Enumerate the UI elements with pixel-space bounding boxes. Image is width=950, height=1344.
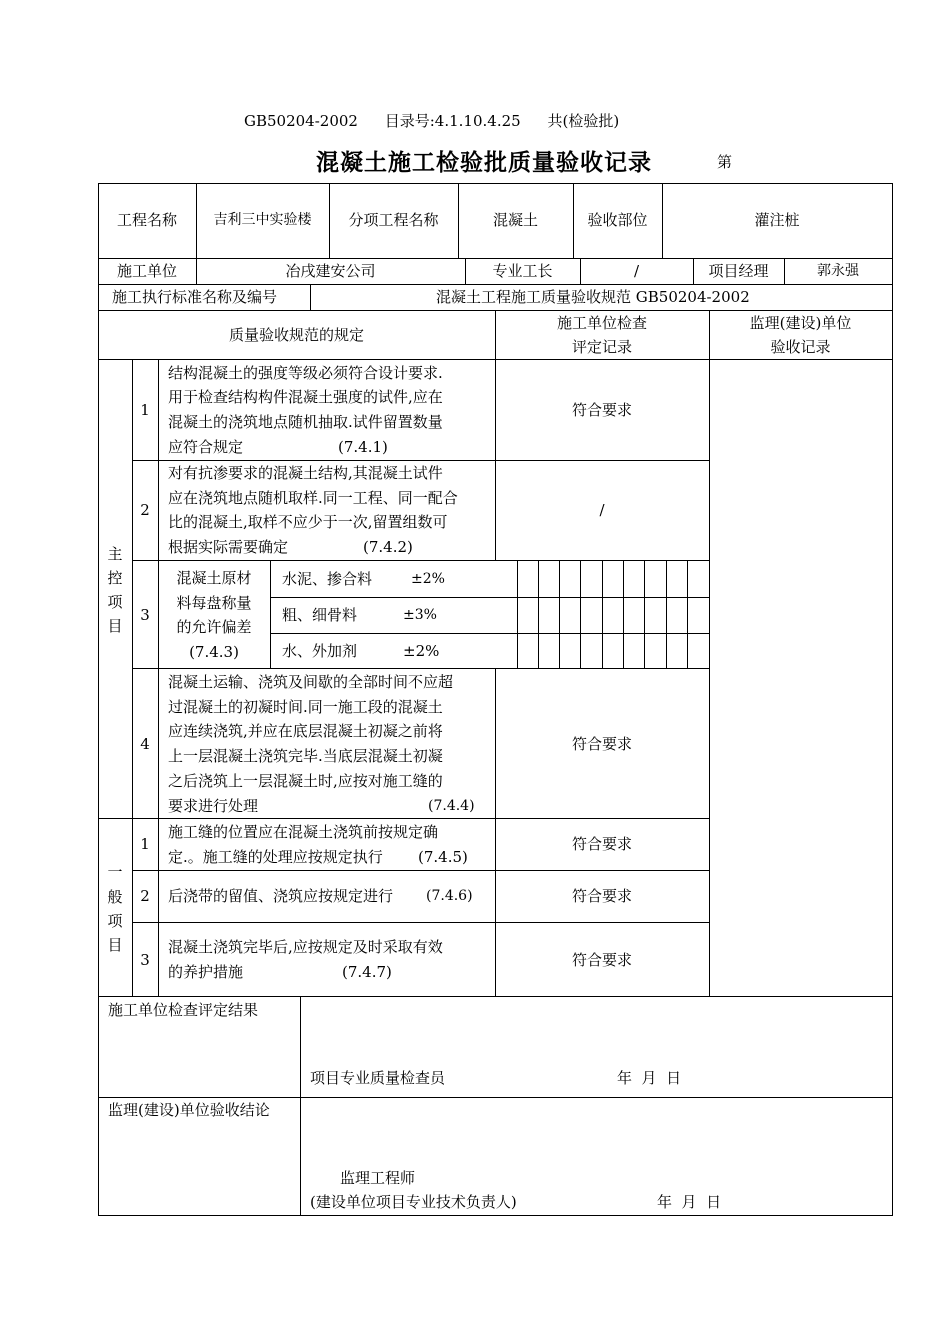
sub-project-value: 混凝土 (492, 211, 538, 229)
construction-unit-value: 冶戌建安公司 (285, 262, 376, 280)
item-number: 2 (140, 887, 150, 905)
manager-value: 郭永强 (817, 263, 859, 279)
item-number: 4 (140, 735, 150, 753)
foreman-value: / (633, 262, 640, 280)
manager-label: 项目经理 (708, 262, 769, 280)
page-title: 混凝土施工检验批质量验收记录 (316, 149, 652, 176)
inspection-part-label: 验收部位 (587, 211, 648, 229)
doc-header (244, 110, 641, 131)
supervise-column-header-line1: 监理(建设)单位 (749, 314, 852, 332)
owner-tech-lead-label: (建设单位项目专业技术负责人) (310, 1193, 517, 1211)
spec-column-header: 质量验收规范的规定 (228, 326, 364, 344)
standard-code: GB50204-2002 (244, 112, 358, 130)
sub-project-label: 分项工程名称 (348, 211, 439, 229)
check-result: 符合要求 (571, 835, 632, 853)
inspection-date: 年 月 日 (617, 1069, 682, 1087)
standard-label: 施工执行标准名称及编号 (112, 288, 278, 306)
foreman-label: 专业工长 (492, 262, 553, 280)
standard-value: 混凝土工程施工质量验收规范 GB50204-2002 (436, 288, 750, 306)
check-result: 符合要求 (571, 735, 632, 753)
item-number: 3 (140, 606, 150, 624)
item-number: 3 (140, 951, 150, 969)
construction-unit-label: 施工单位 (116, 262, 177, 280)
check-column-header-line2: 评定记录 (571, 338, 632, 356)
check-result: 符合要求 (571, 951, 632, 969)
check-column-header-line1: 施工单位检查 (556, 314, 647, 332)
acceptance-date: 年 月 日 (657, 1193, 722, 1211)
item-number: 1 (140, 835, 150, 853)
supervise-column-header-line2: 验收记录 (770, 338, 831, 356)
batch-total: 共(检验批) (547, 112, 620, 130)
check-result: 符合要求 (571, 887, 632, 905)
item-number: 2 (140, 501, 150, 519)
inspection-part-value: 灌注桩 (754, 211, 800, 229)
unit-result-label: 施工单位检查评定结果 (108, 1001, 259, 1019)
check-result: 符合要求 (571, 401, 632, 419)
project-name-value: 吉利三中实验楼 (213, 212, 312, 228)
supervising-engineer-label: 监理工程师 (340, 1169, 416, 1187)
page-number-label: 第 (717, 153, 733, 171)
supervise-conclusion-label: 监理(建设)单位验收结论 (108, 1101, 270, 1119)
item-number: 1 (140, 401, 150, 419)
catalog-number: 目录号:4.1.10.4.25 (384, 112, 521, 130)
quality-inspector-label: 项目专业质量检查员 (310, 1069, 446, 1087)
project-name-label: 工程名称 (116, 211, 177, 229)
check-result: / (599, 501, 605, 519)
